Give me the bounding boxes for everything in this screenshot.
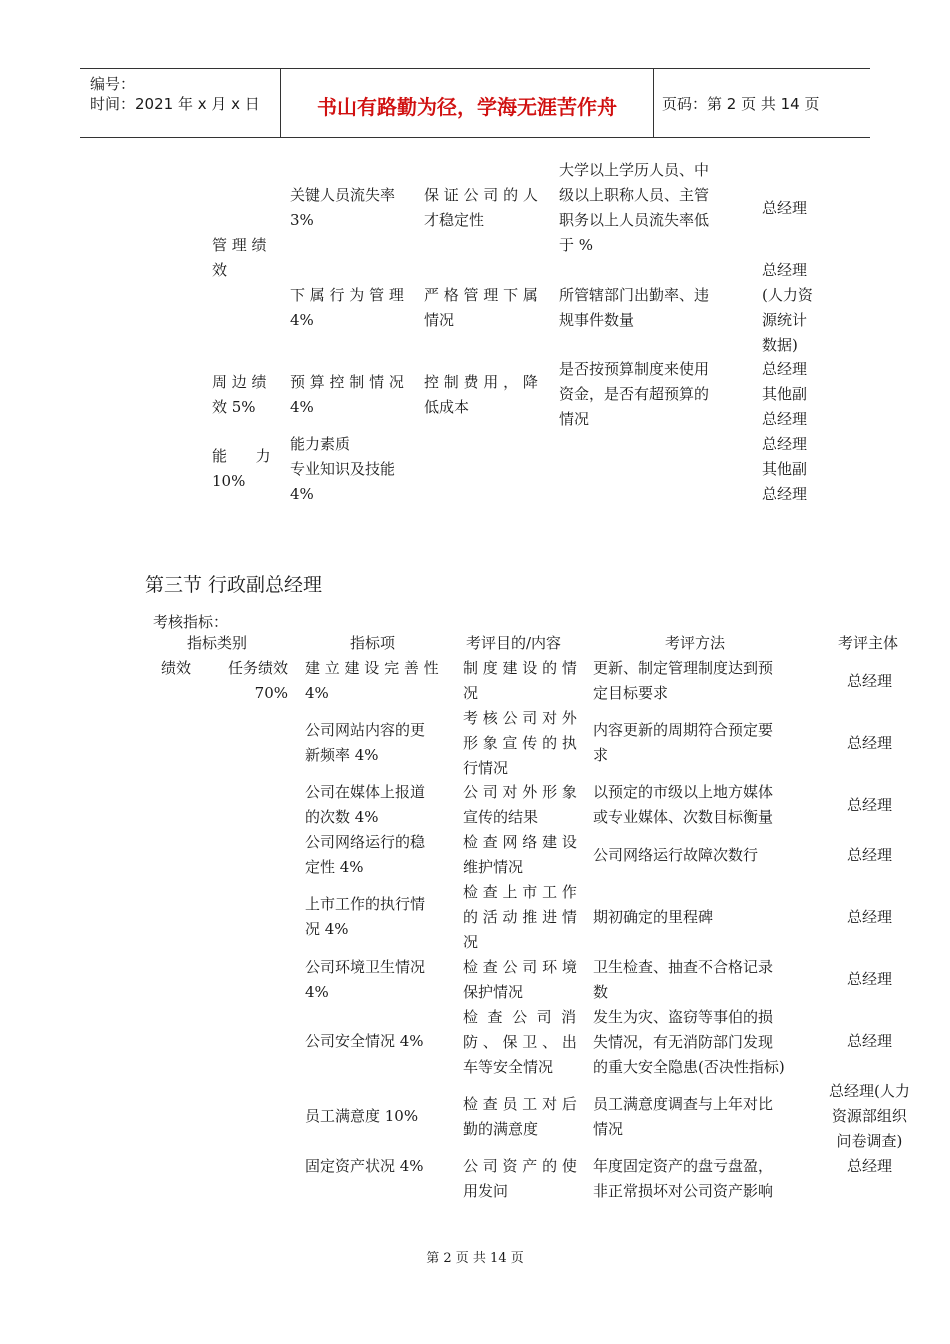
t2-purpose: 检 查 网 络 建 设 维护情况: [463, 833, 577, 876]
t2-subject: 总经理: [847, 1032, 893, 1050]
t1-purpose: 保 证 公 司 的 人 才稳定性: [424, 186, 538, 229]
t1-method: 是否按预算制度来使用 资金，是否有超预算的 情况: [559, 360, 710, 428]
t1-method: 大学以上学历人员、中 级以上职称人员、主管 职务以上人员流失率低 于 %: [559, 161, 710, 254]
t2-category-a: 绩效: [161, 659, 192, 677]
t2-item: 上市工作的执行情 况 4%: [305, 895, 426, 938]
t2-subject: 总经理: [847, 908, 893, 926]
t2-item: 公司网站内容的更 新频率 4%: [305, 721, 426, 764]
t1-item: 关键人员流失率 3%: [290, 186, 396, 229]
t1-item: 能力素质 专业知识及技能 4%: [290, 435, 396, 503]
t2-subject: 总经理: [847, 846, 893, 864]
t2-method: 更新、制定管理制度达到预 定目标要求: [593, 659, 774, 702]
t2-method: 卫生检查、抽查不合格记录 数: [593, 958, 774, 1001]
col-header: 指标类别: [187, 634, 248, 652]
t1-subject: 总经理: [762, 199, 808, 217]
doc-time-label: 时间：2021 年 x 月 x 日: [90, 95, 260, 113]
t1-purpose: 严 格 管 理 下 属 情况: [424, 286, 538, 329]
t2-purpose: 公 司 资 产 的 使 用发问: [463, 1157, 577, 1200]
t2-purpose: 考 核 公 司 对 外 形 象 宣 传 的 执 行情况: [463, 709, 577, 777]
t2-purpose: 检 查 公 司 消 防 、 保 卫 、 出 车等安全情况: [463, 1008, 577, 1076]
doc-code-label: 编号：: [90, 75, 136, 93]
header-page-cell: [654, 69, 870, 137]
t1-category: 管 理 绩 效: [212, 236, 267, 279]
t1-method: 所管辖部门出勤率、违 规事件数量: [559, 286, 710, 329]
t1-subject: 总经理 其他副 总经理: [762, 435, 808, 503]
t1-subject: 总经理 其他副 总经理: [762, 360, 808, 428]
motto-text: 书山有路勤为径，学海无涯苦作舟: [317, 95, 617, 119]
t1-item: 预 算 控 制 情 况 4%: [290, 373, 404, 416]
t2-subject: 总经理: [847, 1157, 893, 1175]
t1-category: 周 边 绩 效 5%: [212, 373, 267, 416]
t1-subject: 总经理 (人力资 源统计 数据): [762, 261, 813, 354]
t2-method: 以预定的市级以上地方媒体 或专业媒体、次数目标衡量: [593, 783, 774, 826]
t2-subject: 总经理: [847, 672, 893, 690]
t2-method: 内容更新的周期符合预定要 求: [593, 721, 774, 764]
t2-subject: 总经理: [847, 970, 893, 988]
col-header: 考评目的/内容: [466, 634, 562, 652]
t2-method: 员工满意度调查与上年对比 情况: [593, 1095, 774, 1138]
page-header: [80, 68, 870, 138]
t2-item: 固定资产状况 4%: [305, 1157, 424, 1175]
t2-method: 发生为灾、盗窃等事伯的损 失情况，有无消防部门发现 的重大安全隐患(否决性指标): [593, 1008, 785, 1076]
col-header: 指标项: [350, 634, 396, 652]
t2-item: 员工满意度 10%: [305, 1107, 419, 1125]
t2-category-b: 任务绩效 70%: [227, 659, 288, 702]
t2-method: 期初确定的里程碑: [593, 908, 714, 926]
t2-item: 公司环境卫生情况 4%: [305, 958, 426, 1001]
t2-subject: 总经理: [847, 796, 893, 814]
t2-method: 年度固定资产的盘亏盘盈， 非正常损坏对公司资产影响: [593, 1157, 774, 1200]
t1-purpose: 控 制 费 用 ， 降 低成本: [424, 373, 538, 416]
header-meta-cell: [80, 69, 281, 137]
t2-method: 公司网络运行故障次数行: [593, 846, 759, 864]
page-number-label: 页码：第 2 页 共 14 页: [662, 95, 820, 113]
t2-subject: 总经理(人力 资源部组织 问卷调查): [829, 1082, 910, 1150]
section-title: 第三节 行政副总经理: [145, 574, 323, 596]
t2-purpose: 公 司 对 外 形 象 宣传的结果: [463, 783, 577, 826]
t2-item: 建 立 建 设 完 善 性 4%: [305, 659, 439, 702]
t2-item: 公司网络运行的稳 定性 4%: [305, 833, 426, 876]
header-motto-cell: [281, 69, 654, 137]
col-header: 考评方法: [665, 634, 726, 652]
t2-item: 公司安全情况 4%: [305, 1032, 424, 1050]
t2-item: 公司在媒体上报道 的次数 4%: [305, 783, 426, 826]
t2-purpose: 制 度 建 设 的 情 况: [463, 659, 577, 702]
t1-item: 下 属 行 为 管 理 4%: [290, 286, 404, 329]
kpi-label: 考核指标：: [153, 613, 229, 631]
t2-purpose: 检 查 公 司 环 境 保护情况: [463, 958, 577, 1001]
page-footer: 第 2 页 共 14 页: [426, 1251, 524, 1266]
t2-purpose: 检 查 员 工 对 后 勤的满意度: [463, 1095, 577, 1138]
t2-purpose: 检 查 上 市 工 作 的 活 动 推 进 情 况: [463, 883, 577, 951]
col-header: 考评主体: [838, 634, 899, 652]
t1-category: 能 力 10%: [212, 447, 271, 490]
t2-subject: 总经理: [847, 734, 893, 752]
